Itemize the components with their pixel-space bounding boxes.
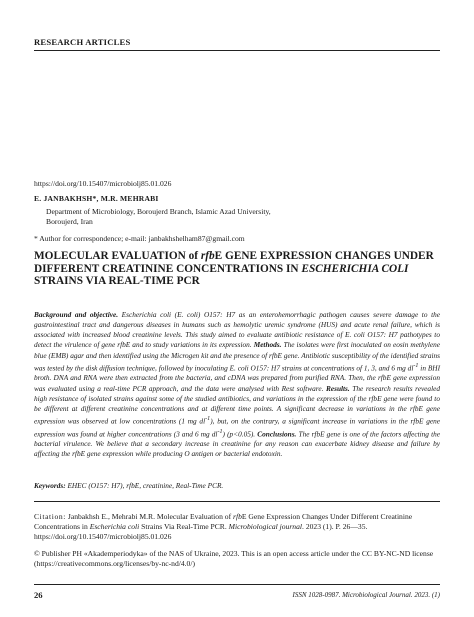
title-part-2: E GENE EXPRESSION CHANGES UNDER DIFFERENT CREATININE CONCENTRATIONS IN bbox=[34, 250, 434, 275]
doi-link[interactable]: https://doi.org/10.15407/microbiolj85.01.026 bbox=[34, 179, 172, 188]
title-part-3: STRAINS VIA REAL-TIME PCR bbox=[34, 275, 200, 288]
abstract-sup-2: -1 bbox=[205, 415, 211, 422]
citation-journal: Microbiological journal bbox=[228, 522, 303, 532]
abstract-sup-3: -1 bbox=[217, 428, 223, 435]
citation-text-b: E Gene Expression Changes Under Different Creatinine Concentrations in bbox=[34, 512, 413, 532]
citation-text-c: Strains Via Real-Time PCR. bbox=[139, 522, 229, 532]
abstract-methods-label: Methods. bbox=[253, 340, 282, 350]
header-rule bbox=[34, 50, 440, 51]
citation bbox=[34, 512, 440, 543]
citation-species: Escherichia coli bbox=[89, 522, 140, 532]
abstract-results-text-b: ), but, on the contrary, a significant increase in variations in the rfbE gene expression was found at higher concentrations (3 and 6 mg dl bbox=[34, 416, 440, 438]
abstract-methods-text-b: in BHI broth. DNA and RNA were then extracted from the bacteria, and cDNA was prepared from purified RNA. Then, the rfbE gene expression was evaluated using a real-time PCR approach, and the data were analysed with Rest software. bbox=[34, 363, 441, 393]
keywords-label: Keywords: bbox=[34, 481, 66, 490]
abstract-results-text-c: ) (p<0.05). bbox=[222, 428, 258, 438]
abstract-sup-1: -1 bbox=[413, 362, 419, 369]
citation-text-d: . 2023 (1). P. 26—35. https://doi.org/10.15407/microbiolj85.01.026 bbox=[34, 522, 368, 542]
section-label: RESEARCH ARTICLES bbox=[34, 37, 131, 47]
citation-gene: rfb bbox=[233, 512, 242, 521]
abstract bbox=[34, 310, 440, 459]
abstract-conclusions-text: The rfbE gene is one of the factors affecting the bacterial virulence. We believe that a secondary increase in creatinine for any reason can exacerbate kidney disease and failure by affecting the rfbE gene expression while producing O antigen or bacterial endotoxin. bbox=[34, 428, 440, 459]
license-notice: © Publisher PH «Akademperiodyka» of the NAS of Ukraine, 2023. This is an open access article under the CC BY-NC-ND license (https://creativecommons.org/licenses/by-nc-nd/4.0/) bbox=[34, 549, 434, 569]
keywords bbox=[34, 481, 440, 490]
citation-label: Citation: bbox=[34, 512, 66, 521]
correspondence: * Author for correspondence; e-mail: janbakhshelham87@gmail.com bbox=[34, 234, 245, 243]
footer-rule bbox=[34, 584, 440, 585]
title-part-1: MOLECULAR EVALUATION of bbox=[34, 250, 201, 262]
title-gene: rfb bbox=[200, 250, 215, 262]
abstract-methods-text-a: The isolates were first inoculated on eosin methylene blue (EMB) agar and then identified using the Microgen kit and the presence of rfbE gene. Antibiotic susceptibility of the identified strains was tested by the disk diffusion technique, followed by inoculating E. coli O157: H7 strains at concentrations of 1, 3, and 6 mg dl bbox=[34, 340, 440, 373]
abstract-results-text-a: The research results revealed high resistance of isolated strains against some of the studied antibiotics, and variations in the expression of the rfbE gene were found to be different at different creatinine concentrations and at different time points. A significant decrease in variations in the rfbE gene expression was observed at low concentrations (1 mg dl bbox=[34, 383, 440, 426]
affiliation-line-1: Department of Microbiology, Boroujerd Branch, Islamic Azad University, bbox=[46, 207, 271, 216]
citation-text-a: Janbakhsh E., Mehrabi M.R. Molecular Evaluation of bbox=[65, 512, 234, 521]
citation-rule bbox=[34, 501, 440, 502]
abstract-background-text: Escherichia coli (E. coli) O157: H7 as an enterohemorrhagic pathogen causes severe damage to the gastrointestinal tract and dangerous diseases in humans such as hemolytic uremic syndrome (HUS) and acute renal failure, which is associated with increased blood creatinine levels. This study aimed to evaluate antibiotic resistance of E. coli O157: H7 pathotypes to detect the virulence of gene rfbE and to study variations in its expression. bbox=[34, 310, 440, 350]
abstract-results-label: Results. bbox=[326, 383, 350, 393]
page-number: 26 bbox=[34, 590, 43, 600]
keywords-text: EHEC (O157: H7), rfbE, creatinine, Real-Time PCR. bbox=[65, 481, 224, 490]
affiliation bbox=[46, 207, 406, 227]
title-species: ESCHERICHIA COLI bbox=[301, 262, 409, 275]
affiliation-line-2: Boroujerd, Iran bbox=[46, 217, 93, 227]
journal-footer: ISSN 1028-0987. Microbiological Journal. 2023. (1) bbox=[292, 591, 440, 599]
authors: E. JANBAKHSH*, M.R. MEHRABI bbox=[34, 194, 159, 203]
abstract-background-label: Background and objective. bbox=[34, 310, 119, 319]
abstract-conclusions-label: Conclusions. bbox=[257, 428, 297, 438]
article-title bbox=[34, 250, 444, 288]
